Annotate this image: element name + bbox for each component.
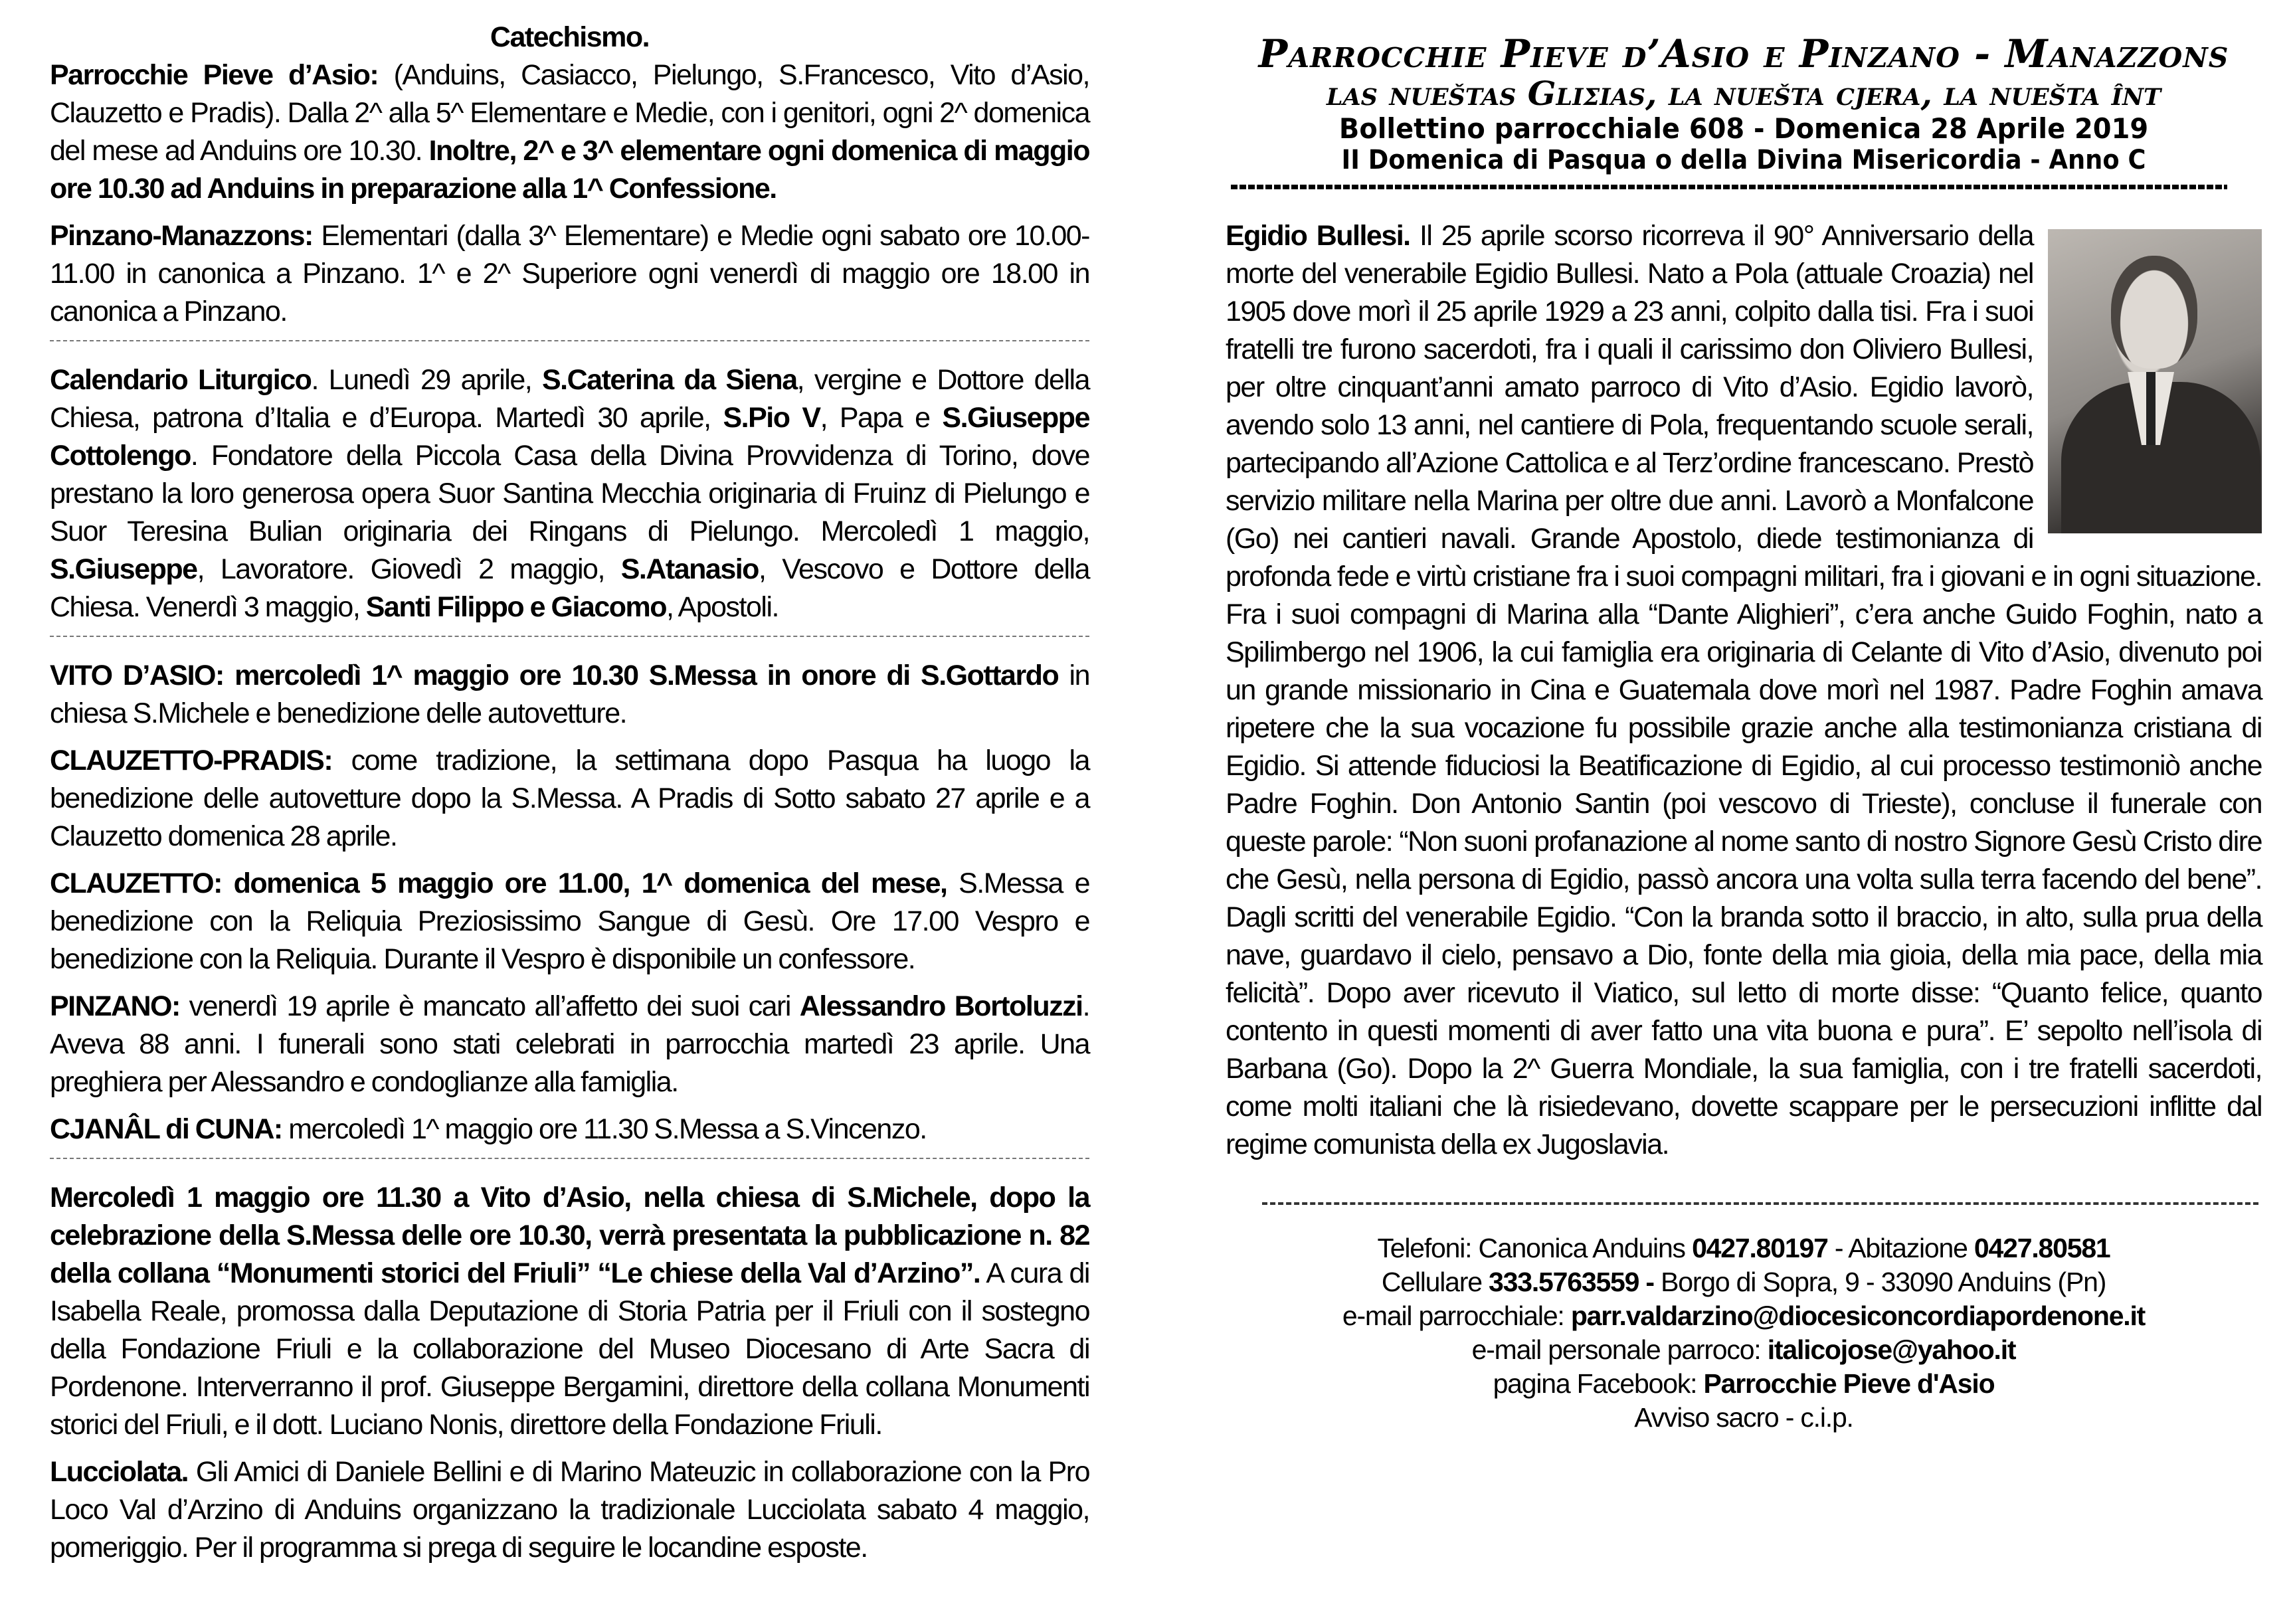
- masthead-subtitle: las nueštas Gliʃias, la nuešta cjera, la nuešta înt: [1326, 74, 2161, 113]
- separator: [50, 636, 1089, 637]
- email-parish[interactable]: parr.valdarzino@diocesiconcordiapordenone.it: [1570, 1301, 2146, 1331]
- email-personal[interactable]: italicojose@yahoo.it: [1767, 1334, 2016, 1365]
- cjanal-paragraph: CJANÂL di CUNA: mercoledì 1^ maggio ore 11.30 S.Messa a S.Vincenzo.: [50, 1113, 927, 1145]
- right-column: [1226, 0, 2262, 1435]
- email-parish-line: e-mail parrocchiale: parr.valdarzino@diocesiconcordiapordenone.it: [1342, 1301, 2146, 1331]
- masthead-separator: [1231, 185, 2227, 189]
- contacts-block: [1226, 1231, 2262, 1435]
- facebook-page[interactable]: Parrocchie Pieve d'Asio: [1703, 1368, 1995, 1399]
- pinzano-paragraph: PINZANO: venerdì 19 aprile è mancato all’affetto dei suoi cari Alessandro Bortoluzzi. Aveva 88 anni. I funerali sono stati celebrati in parrocchia martedì 23 aprile. Una preghiera per Alessandro e condoglianze alla famiglia.: [50, 990, 1090, 1098]
- catechismo-pinzano-paragraph: Pinzano-Manazzons: Elementari (dalla 3^ Elementare) e Medie ogni sabato ore 10.00-11.00 in canonica a Pinzano. 1^ e 2^ Superiore ogni venerdì di maggio ore 18.00 in canonica a Pinzano.: [50, 220, 1089, 327]
- presentazione-paragraph: Mercoledì 1 maggio ore 11.30 a Vito d’Asio, nella chiesa di S.Michele, dopo la celebrazione della S.Messa delle ore 10.30, verrà presentata la pubblicazione n. 82 della collana “Monumenti storici del Friuli” “Le chiese della Val d’Arzino”. A cura di Isabella Reale, promossa dalla Deputazione di Storia Patria per il Friuli con il sostegno della Fondazione Friuli e la collaborazione del Museo Diocesano di Arte Sacra di Pordenone. Interverranno il prof. Giuseppe Bergamini, direttore della collana Monumenti storici del Friuli, e il dott. Luciano Nonis, direttore della Fondazione Friuli.: [50, 1182, 1089, 1441]
- section-label: CLAUZETTO-PRADIS:: [50, 745, 333, 776]
- clauzetto-paragraph: CLAUZETTO: domenica 5 maggio ore 11.00, 1^ domenica del mese, S.Messa e benedizione con la Reliquia Preziosissimo Sangue di Gesù. Ore 17.00 Vespro e benedizione con la Reliquia. Durante il Vespro è disponibile un confessore.: [50, 867, 1089, 975]
- left-column: [50, 19, 1089, 1576]
- masthead: [1226, 33, 2262, 189]
- section-label: VITO D’ASIO: mercoledì 1^ maggio ore 10.30 S.Messa in onore di S.Gottardo: [50, 660, 1059, 691]
- masthead-title: Parrocchie Pieve d’Asio e Pinzano - Manazzons: [1258, 31, 2229, 76]
- calendario-paragraph: Calendario Liturgico. Lunedì 29 aprile, S.Caterina da Siena, vergine e Dottore della Chiesa, patrona d’Italia e d’Europa. Martedì 30 aprile, S.Pio V, Papa e S.Giuseppe Cottolengo. Fondatore della Piccola Casa della Divina Provvidenza di Torino, dove prestano la loro generosa opera Suor Santina Mecchia originaria di Fruinz di Pielungo e Suor Teresina Bulian originaria dei Ringans di Pielungo. Mercoledì 1 maggio, S.Giuseppe, Lavoratore. Giovedì 2 maggio, S.Atanasio, Vescovo e Dottore della Chiesa. Venerdì 3 maggio, Santi Filippo e Giacomo, Apostoli.: [50, 364, 1089, 623]
- clauzetto-pradis-paragraph: CLAUZETTO-PRADIS: come tradizione, la settimana dopo Pasqua ha luogo la benedizione delle autovetture dopo la S.Messa. A Pradis di Sotto sabato 27 aprile e a Clauzetto domenica 28 aprile.: [50, 745, 1089, 852]
- catechismo-pieve-paragraph: Parrocchie Pieve d’Asio: (Anduins, Casiacco, Pielungo, S.Francesco, Vito d’Asio, Clauzetto e Pradis). Dalla 2^ alla 5^ Elementare e Medie, con i genitori, ogni 2^ domenica del mese ad Anduins ore 10.30. Inoltre, 2^ e 3^ elementare ogni domenica di maggio ore 10.30 ad Anduins in preparazione alla 1^ Confessione.: [50, 59, 1089, 205]
- bio-article: [1226, 217, 2262, 1164]
- section-label: Parrocchie Pieve d’Asio:: [50, 59, 379, 91]
- lucciolata-paragraph: Lucciolata. Gli Amici di Daniele Bellini e di Marino Mateuzic in collaborazione con la Pro Loco Val d’Arzino di Anduins organizzano la tradizionale Lucciolata sabato 4 maggio, pomeriggio. Per il programma si prega di seguire le locandine esposte.: [50, 1456, 1089, 1564]
- separator: [50, 1158, 1089, 1159]
- bulletin-number-date: Bollettino parrocchiale 608 - Domenica 28 Aprile 2019: [1338, 112, 2149, 145]
- portrait-photo: [2048, 229, 2262, 533]
- liturgical-sunday: II Domenica di Pasqua o della Divina Misericordia - Anno C: [1341, 145, 2146, 175]
- section-label: CLAUZETTO: domenica 5 maggio ore 11.00, 1^ domenica del mese,: [50, 867, 947, 899]
- section-label: CJANÂL di CUNA:: [50, 1113, 282, 1145]
- separator: [50, 340, 1089, 341]
- catechismo-title: Catechismo.: [490, 21, 650, 53]
- vito-dasio-paragraph: VITO D’ASIO: mercoledì 1^ maggio ore 10.30 S.Messa in onore di S.Gottardo in chiesa S.Michele e benedizione delle autovetture.: [50, 660, 1090, 729]
- notice-line: Avviso sacro - c.i.p.: [1634, 1402, 1853, 1433]
- cell-phone: 333.5763559 -: [1489, 1267, 1654, 1297]
- phone-canonica: 0427.80197: [1692, 1233, 1828, 1263]
- contacts-separator: [1262, 1202, 2258, 1205]
- section-label: Lucciolata.: [50, 1456, 189, 1488]
- section-label: Pinzano-Manazzons:: [50, 220, 313, 252]
- bio-paragraph: Egidio Bullesi. Il 25 aprile scorso ricorreva il 90° Anniversario della morte del venerabile Egidio Bullesi. Nato a Pola (attuale Croazia) nel 1905 dove morì il 25 aprile 1929 a 23 anni, colpito dalla tisi. Fra i suoi fratelli tre furono sacerdoti, fra i quali il carissimo don Oliviero Bullesi, per oltre cinquant’anni amato parroco di Vito d’Asio. Egidio lavorò, avendo solo 13 anni, nel cantiere di Pola, frequentando scuole serali, partecipando all’Azione Cattolica e al Terz’ordine francescano. Prestò servizio militare nella Marina per oltre due anni. Lavorò a Monfalcone (Go) nei cantieri navali. Grande Apostolo, diede testimonianza di profonda fede e virtù cristiane fra i suoi compagni militari, fra i giovani e in ogni situazione. Fra i suoi compagni di Marina alla “Dante Alighieri”, c’era anche Guido Foghin, nato a Spilimbergo nel 1906, la cui famiglia era originaria di Celante di Vito d’Asio, divenuto poi un grande missionario in Cina e Guatemala dove morì nel 1987. Padre Foghin amava ripetere che la sua vocazione fu possibile grazie anche alla testimonianza cristiana di Egidio. Si attende fiduciosi la Beatificazione di Egidio, al cui processo testimoniò anche Padre Foghin. Don Antonio Santin (poi vescovo di Trieste), concluse il funerale con queste parole: “Non suoni profanazione al nome santo di nostro Signore Gesù Cristo dire che Gesù, nella persona di Egidio, passò ancora una volta sulla terra facendo del bene”. Dagli scritti del venerabile Egidio. “Con la branda sotto il braccio, in alto, sulla prua della nave, guardavo il cielo, pensavo a Dio, fonte della mia gioia, della mia pace, della mia felicità”. Dopo aver ricevuto il Viatico, sul letto di morte disse: “Quanto felice, quanto contento in questi momenti di aver fatto una vita buona e pura”. E’ sepolto nell’isola di Barbana (Go). Dopo la 2^ Guerra Mondiale, la sua famiglia, con i tre fratelli sacerdoti, come molti italiani che là risiedevano, dovette scappare per le persecuzioni inflitte dal regime comunista della ex Jugoslavia.: [1226, 220, 2262, 1160]
- section-label: Calendario Liturgico: [50, 364, 312, 396]
- phone-abitazione: 0427.80581: [1974, 1233, 2110, 1263]
- section-label: Egidio Bullesi.: [1226, 220, 1410, 252]
- facebook-line: pagina Facebook: Parrocchie Pieve d'Asio: [1493, 1368, 1995, 1399]
- email-personal-line: e-mail personale parroco: italicojose@yahoo.it: [1471, 1334, 2016, 1365]
- phones-line: Telefoni: Canonica Anduins 0427.80197 - Abitazione 0427.80581: [1377, 1233, 2110, 1263]
- cell-address-line: Cellulare 333.5763559 - Borgo di Sopra, 9 - 33090 Anduins (Pn): [1381, 1267, 2106, 1297]
- section-label: PINZANO:: [50, 990, 180, 1022]
